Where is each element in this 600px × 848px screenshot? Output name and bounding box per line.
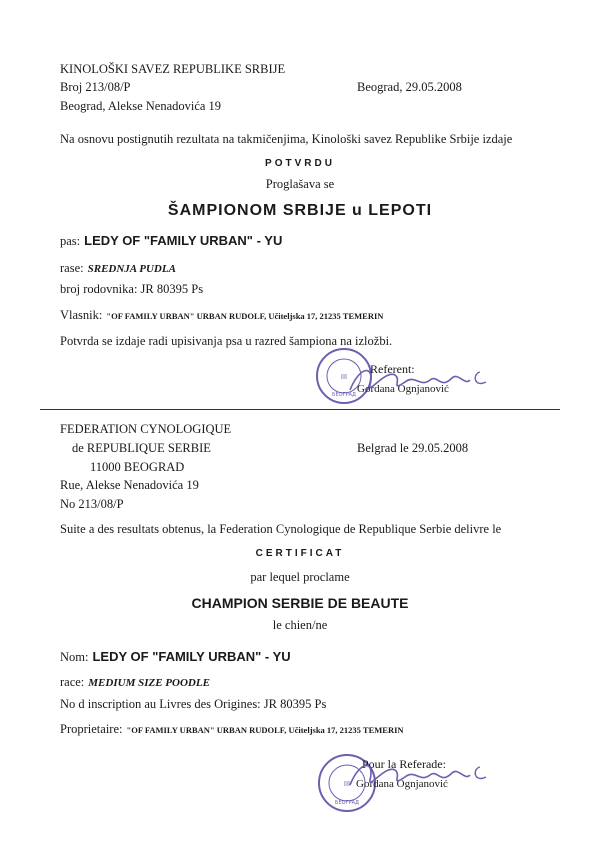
- french-org-line3: 11000 BEOGRAD: [90, 460, 185, 474]
- french-pedigree-row: [60, 697, 326, 712]
- serbian-dog-row: [60, 232, 282, 250]
- serbian-doc-type: POTVRDU: [265, 158, 335, 169]
- french-date: Belgrad le 29.05.2008: [357, 441, 469, 455]
- pedigree-value: JR 80395 Ps: [263, 697, 327, 711]
- pedigree-label: No d inscription au Livres des Origines:: [60, 697, 261, 711]
- serbian-doc-number: Broj 213/08/P: [60, 80, 131, 94]
- svg-text:III: III: [340, 373, 348, 381]
- french-intro: Suite a des resultats obtenus, la Federation Cynologique de Republique Serbie delivre le: [60, 522, 502, 536]
- pedigree-value: JR 80395 Ps: [140, 282, 204, 296]
- serbian-pedigree-row: [60, 282, 203, 297]
- serbian-owner-row: [60, 306, 383, 324]
- serbian-address: Beograd, Alekse Nenadovića 19: [60, 99, 222, 113]
- french-referent-name: Gordana Ognjanović: [356, 778, 448, 790]
- serbian-date: Beograd, 29.05.2008: [357, 80, 462, 94]
- french-doc-number: No 213/08/P: [60, 497, 124, 511]
- serbian-referent-name: Gordana Ognjanović: [357, 383, 449, 395]
- french-breed-row: [60, 673, 210, 691]
- french-org-line2: de REPUBLIQUE SERBIE: [72, 441, 211, 455]
- dog-label: pas:: [60, 234, 81, 248]
- breed-label: rase:: [60, 261, 84, 275]
- french-dog-row: [60, 648, 291, 666]
- serbian-title: ŠAMPIONOM SRBIJE u LEPOTI: [167, 202, 433, 219]
- signature-bottom: [340, 755, 500, 795]
- signature-top: [340, 360, 500, 400]
- serbian-intro: Na osnovu postignutih rezultata na takmičenjima, Kinološki savez Republike Srbije izdaje: [60, 132, 513, 146]
- french-doc-type: CERTIFICAT: [255, 548, 345, 559]
- french-org-line1: FEDERATION CYNOLOGIQUE: [60, 422, 232, 436]
- stamp-text: БЕОГРАД: [332, 392, 356, 398]
- dog-name: LEDY OF "FAMILY URBAN" - YU: [84, 233, 283, 248]
- owner-value: "OF FAMILY URBAN" URBAN RUDOLF, Učiteljska 17, 21235 TEMERIN: [106, 311, 384, 321]
- pedigree-label: broj rodovnika:: [60, 282, 138, 296]
- french-address: Rue, Alekse Nenadovića 19: [60, 478, 199, 492]
- stamp-text: БЕОГРАД: [335, 800, 359, 806]
- owner-value: "OF FAMILY URBAN" URBAN RUDOLF, Učiteljska 17, 21235 TEMERIN: [126, 725, 404, 735]
- owner-label: Proprietaire:: [60, 722, 123, 736]
- svg-text:III: III: [343, 780, 351, 788]
- dog-label: Nom:: [60, 650, 89, 664]
- serbian-org-name: KINOLOŠKI SAVEZ REPUBLIKE SRBIJE: [60, 62, 286, 76]
- french-referent-label: Pour la Referade:: [362, 757, 446, 771]
- french-title: CHAMPION SERBIE DE BEAUTE: [191, 595, 409, 611]
- breed-label: race:: [60, 675, 85, 689]
- owner-label: Vlasnik:: [60, 308, 103, 322]
- breed-value: SREDNJA PUDLA: [87, 263, 176, 275]
- french-dog-intro: le chien/ne: [272, 618, 328, 632]
- serbian-proclaim: Proglašava se: [265, 177, 335, 191]
- dog-name: LEDY OF "FAMILY URBAN" - YU: [92, 649, 291, 664]
- french-owner-row: [60, 720, 404, 738]
- section-divider: [40, 409, 560, 410]
- serbian-referent-label: Referent:: [370, 362, 415, 376]
- serbian-note: Potvrda se izdaje radi upisivanja psa u razred šampiona na izložbi.: [60, 334, 393, 348]
- french-proclaim: par lequel proclame: [250, 570, 350, 584]
- breed-value: MEDIUM SIZE POODLE: [88, 677, 210, 689]
- serbian-breed-row: [60, 259, 176, 277]
